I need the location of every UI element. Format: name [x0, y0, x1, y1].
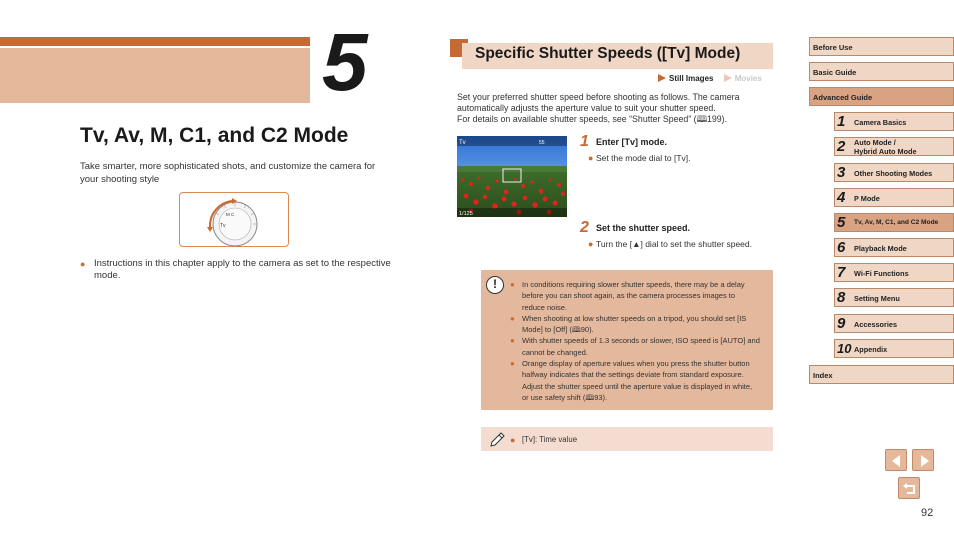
step-2-bullet-text: Turn the [▲] dial to set the shutter speed. [596, 239, 752, 249]
bullet-icon: ● [80, 259, 86, 269]
nav-chapter-1[interactable] [834, 112, 954, 131]
flower-field-image [457, 136, 567, 217]
still-images-icon [658, 74, 666, 82]
section-title: Specific Shutter Speeds ([Tv] Mode) [475, 45, 741, 62]
nav-chapter-7[interactable] [834, 263, 954, 282]
next-page-button[interactable] [912, 449, 934, 471]
section-intro [457, 92, 777, 125]
banner-stripe [0, 37, 310, 46]
caution-item: ● When shooting at low shutter speeds on a tripod, you should set [IS Mode] to [Off] (🕮90). [510, 313, 747, 335]
step-2-title: Set the shutter speed. [596, 223, 691, 233]
nav-chapter-label: Tv, Av, M, C1, and C2 Mode [854, 219, 939, 226]
nav-chapter-label: Wi-Fi Functions [854, 269, 909, 278]
step-1-bullet [588, 153, 758, 164]
mode-dial-illustration [179, 192, 289, 247]
nav-chapter-label: Camera Basics [854, 118, 907, 127]
nav-chapter-2[interactable] [834, 137, 954, 156]
nav-chapter-9[interactable] [834, 314, 954, 333]
nav-chapter-6[interactable] [834, 238, 954, 257]
nav-chapter-3[interactable] [834, 163, 954, 182]
nav-chapter-10[interactable] [834, 339, 954, 358]
chapter-intro: Take smarter, more sophisticated shots, and customize the camera for your shooting style [80, 161, 376, 185]
chapter-number: 5 [322, 17, 366, 108]
memo-text-wrap [510, 435, 577, 444]
mode-dial-icon [180, 193, 290, 248]
nav-chapter-label: Playback Mode [854, 244, 907, 253]
step-1-number: 1 [580, 133, 589, 150]
arrow-left-icon [886, 450, 908, 472]
nav-chapter-label: P Mode [854, 194, 880, 203]
bullet-icon: ● [510, 313, 515, 323]
return-button[interactable] [898, 477, 920, 499]
memo-text: [Tv]: Time value [522, 435, 578, 444]
nav-chapter-label: Accessories [854, 320, 898, 329]
svg-text:M C: M C [226, 212, 235, 217]
section-intro-line2: For details on available shutter speeds, see “Shutter Speed” (🕮199). [457, 114, 728, 124]
previous-page-button[interactable] [885, 449, 907, 471]
chapter-note [80, 258, 400, 282]
caution-icon: ! [486, 276, 504, 294]
nav-chapter-number: 6 [837, 239, 846, 256]
step-2-bullet [588, 239, 758, 250]
nav-chapter-5[interactable] [834, 213, 954, 232]
nav-chapter-number: 3 [837, 164, 846, 181]
nav-chapter-number: 8 [837, 289, 846, 306]
nav-chapter-4[interactable] [834, 188, 954, 207]
bullet-icon: ● [510, 336, 515, 346]
nav-chapter-8[interactable] [834, 288, 954, 307]
photo-mode-label: Tv [459, 140, 466, 146]
bullet-icon: ● [510, 435, 516, 445]
page-number: 92 [921, 507, 934, 519]
nav-index[interactable]: Index [809, 365, 954, 384]
nav-advanced-guide[interactable]: Advanced Guide [809, 87, 954, 106]
nav-basic-guide[interactable]: Basic Guide [809, 62, 954, 81]
pencil-icon [488, 431, 506, 449]
photo-shot-count: 55 [539, 140, 545, 146]
section-intro-line1: Set your preferred shutter speed before shooting as follows. The camera automatically adjusts the aperture value to suit your shutter speed. [457, 92, 740, 113]
section-header [450, 39, 773, 69]
nav-chapter-label: Setting Menu [854, 294, 900, 303]
movies-tag: Movies [734, 74, 762, 83]
nav-chapter-number: 7 [837, 264, 846, 281]
chapter-note-text: Instructions in this chapter apply to the camera as set to the respective mode. [94, 258, 391, 281]
nav-chapter-number: 2 [837, 138, 846, 155]
still-images-tag: Still Images [669, 74, 714, 83]
nav-chapter-label: Auto Mode / Hybrid Auto Mode [854, 138, 917, 156]
svg-text:Tv: Tv [220, 223, 226, 229]
bullet-icon: ● [588, 153, 594, 163]
lcd-screen-photo [457, 136, 567, 217]
bullet-icon: ● [510, 359, 515, 369]
mode-tags [658, 74, 762, 83]
banner-block [0, 48, 310, 103]
step-1-bullet-text: Set the mode dial to [Tv]. [596, 153, 691, 163]
nav-chapter-number: 1 [837, 113, 846, 130]
nav-chapter-label: Appendix [854, 345, 888, 354]
nav-chapter-number: 5 [837, 214, 846, 231]
chapter-title: Tv, Av, M, C1, and C2 Mode [80, 124, 349, 147]
nav-chapter-label: Other Shooting Modes [854, 169, 933, 178]
movies-icon [724, 74, 732, 82]
nav-chapter-number: 9 [837, 315, 846, 332]
caution-list [510, 279, 760, 403]
nav-chapter-number: 10 [837, 341, 852, 356]
photo-shutter-value: 1/125 [459, 211, 473, 217]
return-icon [899, 478, 921, 500]
step-2-number: 2 [580, 219, 589, 236]
caution-item: ● With shutter speeds of 1.3 seconds or slower, ISO speed is [AUTO] and cannot be changed. [510, 336, 760, 357]
caution-item: ● Orange display of aperture values when you press the shutter button halfway indicates that the settings deviate from standard exposure. Adjust the shutter speed until the aperture value is displayed in white, or use safety shift (🕮93). [510, 359, 753, 402]
arrow-right-icon [913, 450, 935, 472]
nav-chapter-number: 4 [837, 189, 846, 206]
bullet-icon: ● [588, 239, 594, 249]
bullet-icon: ● [510, 280, 515, 289]
chapter-banner [0, 37, 310, 103]
caution-item: ● In conditions requiring slower shutter speeds, there may be a delay before you can shoot again, as the camera processes images to reduce noise. [510, 280, 745, 312]
nav-before-use[interactable]: Before Use [809, 37, 954, 56]
step-1-title: Enter [Tv] mode. [596, 137, 668, 147]
